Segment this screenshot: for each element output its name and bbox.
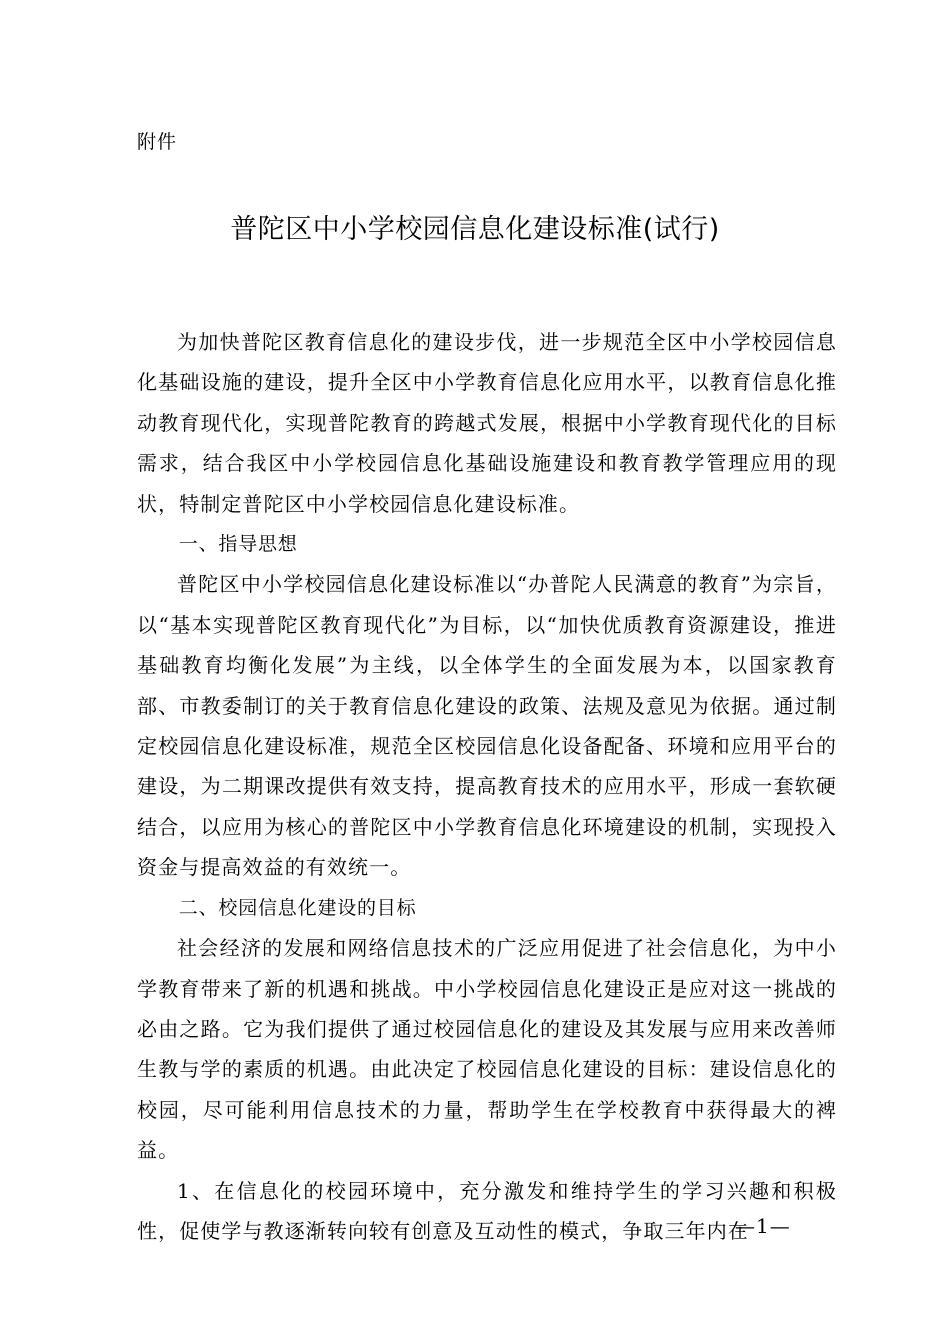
- document-body: [137, 322, 837, 1251]
- document-title: 普陀区中小学校园信息化建设标准(试行): [230, 214, 720, 245]
- page-number: —1—: [735, 1214, 791, 1238]
- section-paragraph-guiding-ideology: 普陀区中小学校园信息化建设标准以“办普陀人民满意的教育”为宗旨，以“基本实现普陀区教育现代化”为目标，以“加快优质教育资源建设，推进基础教育均衡化发展”为主线，以全体学生的全面发展为本，以国家教育部、市教委制订的关于教育信息化建设的政策、法规及意见为依据。通过制定校园信息化建设标准，规范全区校园信息化设备配备、环境和应用平台的建设，为二期课改提供有效支持，提高教育技术的应用水平，形成一套软硬结合，以应用为核心的普陀区中小学教育信息化环境建设的机制，实现投入资金与提高效益的有效统一。: [137, 572, 837, 880]
- section-paragraph-goals: 社会经济的发展和网络信息技术的广泛应用促进了社会信息化，为中小学教育带来了新的机遇和挑战。中小学校园信息化建设正是应对这一挑战的必由之路。它为我们提供了通过校园信息化的建设及其发展与应用来改善师生教与学的素质的机遇。由此决定了校园信息化建设的目标：建设信息化的校园，尽可能利用信息技术的力量，帮助学生在学校教育中获得最大的裨益。: [137, 936, 837, 1163]
- goal-item-1: 1、在信息化的校园环境中，充分激发和维持学生的学习兴趣和积极性，促使学与教逐渐转向较有创意及互动性的模式，争取三年内在: [137, 1178, 837, 1243]
- section-heading-goals: 二、校园信息化建设的目标: [178, 896, 417, 919]
- section-heading-guiding-ideology: 一、指导思想: [178, 533, 298, 556]
- intro-paragraph: 为加快普陀区教育信息化的建设步伐，进一步规范全区中小学校园信息化基础设施的建设，提升全区中小学教育信息化应用水平，以教育信息化推动教育现代化，实现普陀教育的跨越式发展，根据中小学教育现代化的目标需求，结合我区中小学校园信息化基础设施建设和教育教学管理应用的现状，特制定普陀区中小学校园信息化建设标准。: [137, 330, 837, 516]
- attachment-label: 附件: [137, 131, 178, 153]
